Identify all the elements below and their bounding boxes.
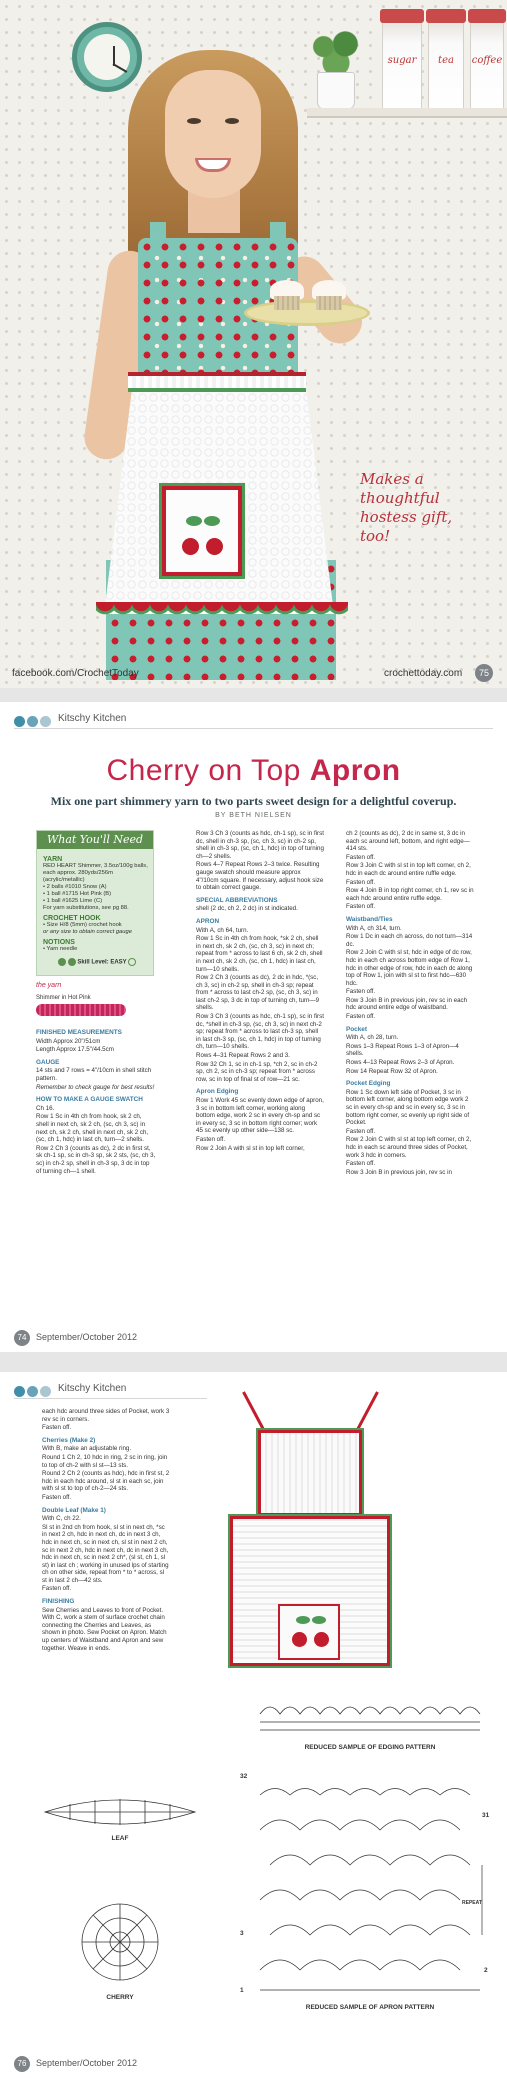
- page-footer: [14, 2056, 137, 2072]
- materials-title: What You'll Need: [37, 831, 153, 849]
- apron-line: With A, ch 64, turn.: [196, 926, 249, 934]
- model-face: [165, 70, 261, 198]
- issue-date: September/October 2012: [36, 2058, 138, 2068]
- title-light: Cherry on Top: [106, 754, 301, 787]
- row-number: 31: [482, 1812, 490, 1819]
- finished-line: Width Approx 20"/51cm: [36, 1037, 101, 1045]
- pocket-line: With A, ch 28, turn.: [346, 1034, 399, 1042]
- swatch-line: Row 2 Ch 3 (counts as dc), 2 dc in first st, sk ch-1 sp, sc in ch-3 sp, sk 2 sts, (sc, ch 3, sc) in ch-2 sp, shell in ch-3 sp, 3 dc in top of turning ch—1 shell.: [36, 1144, 156, 1175]
- row-number: 32: [240, 1773, 248, 1780]
- pocket-heading: Pocket: [346, 1025, 367, 1033]
- leaf-line: With C, ch 22.: [42, 1515, 81, 1523]
- page-title: [0, 754, 507, 788]
- pedge-line: Row 3 Join B in previous join, rev sc in: [346, 1168, 452, 1176]
- section-label: Kitschy Kitchen: [58, 1383, 127, 1394]
- page-number: 75: [475, 664, 493, 682]
- byline: BY BETH NIELSEN: [215, 812, 292, 819]
- repeat-label: REPEAT: [462, 1900, 482, 1906]
- skill-level: Skill Level: EASY: [43, 958, 151, 967]
- edging-heading: Apron Edging: [196, 1088, 239, 1096]
- pocket-edging-heading: Pocket Edging: [346, 1080, 391, 1088]
- waist-line: Row 1 Dc in each ch across, do not turn—314 dc.: [346, 933, 473, 948]
- bib-cherry-pocket: [278, 1604, 340, 1660]
- pattern-line: Rows 4–7 Repeat Rows 2–3 twice. Resulting gauge swatch should measure approx 4"/10cm square. If necessary, adjust hook size to obtain correct gauge.: [196, 861, 324, 892]
- yarn-line: • 1 ball #1625 Lime (C): [43, 898, 103, 904]
- pattern-line: Fasten off.: [42, 1424, 72, 1432]
- finishing-text: Sew Cherries and Leaves to front of Pocket. With C, work a stem of surface crochet chain connecting the Cherries and Leaves, as shown in photo. Sew Pocket on Apron. Match up centers of Waistband and Apron and sew together. Weave in ends.: [42, 1606, 167, 1652]
- swatch-line: Ch 16.: [36, 1104, 55, 1112]
- finishing-heading: FINISHING: [42, 1598, 75, 1606]
- yarn-line: For yarn substitutions, see pg 88.: [43, 905, 129, 911]
- materials-box: [36, 830, 154, 976]
- edging-chart-label: REDUCED SAMPLE OF EDGING PATTERN: [304, 1744, 436, 1751]
- section-label: Kitschy Kitchen: [58, 713, 127, 724]
- yarn-name: Shimmer in Hot Pink: [36, 995, 91, 1001]
- apron-line: Row 2 Ch 3 (counts as dc), 2 dc in hdc, *(sc, ch 3, sc) in ch-2 sp, shell in ch-3 sp; repeat from * across to last ch-2 sp, (sc, ch 3, sc) in last ch-2 sp, 3 dc in top of turning ch, turn—9 shells.: [196, 974, 320, 1012]
- finished-line: Length Approx 17.5"/44.5cm: [36, 1046, 114, 1054]
- edging-line: Fasten off.: [196, 1135, 226, 1143]
- leaf-heading: Double Leaf (Make 1): [42, 1506, 106, 1514]
- pattern-line: Fasten off.: [346, 853, 376, 861]
- yarn-line: • 1 ball #1715 Hot Pink (B): [43, 891, 112, 897]
- hostess-gift-caption: Makes a thoughtful hostess gift, too!: [360, 470, 453, 545]
- cherry-pocket: [162, 486, 242, 576]
- cherry-chart-label: CHERRY: [106, 1994, 134, 2001]
- wall-shelf: [307, 108, 507, 118]
- header-divider: [14, 728, 493, 729]
- facebook-url[interactable]: facebook.com/CrochetToday: [12, 668, 139, 679]
- cupcake: [270, 280, 304, 310]
- cupcake-plate: [244, 300, 370, 326]
- hook-line: or any size to obtain correct gauge: [43, 929, 132, 935]
- cherries-line: Round 2 Ch 2 (counts as hdc), hdc in first st, 2 hdc in each hdc around, sl st in each sc, join with sl st to top of ch-2—24 sts.: [42, 1470, 170, 1493]
- waist-line: With A, ch 314, turn.: [346, 924, 402, 932]
- apron-stitch-chart: [250, 1770, 490, 2000]
- gauge-line: Remember to check gauge for best results!: [36, 1083, 155, 1091]
- leaf-line: Fasten off.: [42, 1585, 72, 1593]
- notions-line: • Yarn needle: [43, 946, 78, 952]
- row-number: 3: [240, 1930, 244, 1937]
- edging-line: Row 1 Work 45 sc evenly down edge of apron, 3 sc in bottom left corner, working along bottom edge, work 2 sc in every ch-sp and sc in every sc, 3 sc in bottom right corner; work 45 sc evenly up other side—138 sc.: [196, 1097, 324, 1135]
- waist-line: Row 2 Join C with sl st, hdc in edge of dc row, hdc in each ch across bottom edge of Row 1, hdc in other edge of row, hdc in each dc along top of Row 1, join with sl st to first hdc—630 hdc.: [346, 949, 473, 987]
- yarn-line: RED HEART Shimmer, 3.5oz/100g balls, each approx. 280yds/256m (acrylic/metallic): [43, 863, 148, 883]
- yarn-swatch: [36, 1004, 126, 1016]
- waist-line: Fasten off.: [346, 1013, 376, 1021]
- edging-chart: [250, 1692, 490, 1742]
- cupcake: [312, 280, 346, 310]
- row-number: 1: [240, 1987, 244, 1994]
- waist-line: Row 3 Join B in previous join, rev sc in each hdc around entire edge of waistband.: [346, 996, 468, 1012]
- apron-photo: [0, 0, 507, 688]
- leaf-chart: [40, 1792, 200, 1832]
- pocket-line: Row 14 Repeat Row 32 of Apron.: [346, 1067, 438, 1075]
- leaf-line: Sl st in 2nd ch from hook, sl st in next ch, *sc in next 2 ch, hdc in next ch, dc in next 3 ch, hdc in next ch, sc in next ch, sl st in next 2 ch, sc in next 2 ch, hdc in next ch, dc in next 3 ch, hdc in next ch, sc in next 2 ch*, (sl st, ch 1, sl st) in last ch ; working in unused lps of starting ch on other side, repeat from * to * across, sl st in last 2 ch—42 sts.: [42, 1523, 169, 1584]
- pattern-line: ch 2 (counts as dc), 2 dc in same st, 3 dc in each sc around left, bottom, and right edge—414 sts.: [346, 830, 470, 853]
- apron-line: Row 3 Ch 3 (counts as hdc, ch-1 sp), sc in first dc, *shell in ch-3 sp, (sc, ch 3, sc) in next ch-2 sp; repeat from * across to last ch-3 sp, shell in last ch-3 sp, (sc, ch 1, hdc) in top of turning ch, turn—10 shells.: [196, 1013, 324, 1051]
- bib-apron-illustration: [230, 1392, 390, 1682]
- cherries-heading: Cherries (Make 2): [42, 1436, 96, 1444]
- pattern-line: Fasten off.: [346, 878, 376, 886]
- leaf-chart-label: LEAF: [111, 1835, 129, 1842]
- pattern-line: each hdc around three sides of Pocket, work 3 rev sc in corners.: [42, 1408, 170, 1423]
- wall-clock: [72, 22, 142, 92]
- column-1: [36, 1024, 156, 1176]
- notions-heading: NOTIONS: [43, 939, 75, 946]
- canister-tea: tea: [428, 14, 464, 110]
- page-number: 74: [14, 1330, 30, 1346]
- gauge-heading: GAUGE: [36, 1058, 60, 1066]
- cherries-line: Fasten off.: [42, 1493, 72, 1501]
- gauge-line: 14 sts and 7 rows = 4"/10cm in shell stitch pattern.: [36, 1067, 152, 1082]
- section-dots: [14, 1384, 53, 1402]
- apron-waistband: [128, 372, 306, 392]
- hook-line: • Size H/8 (5mm) crochet hook: [43, 922, 122, 928]
- title-bold: Apron: [309, 754, 401, 787]
- canister-sugar: sugar: [382, 14, 422, 110]
- waist-line: Fasten off.: [346, 988, 376, 996]
- hook-heading: CROCHET HOOK: [43, 915, 101, 922]
- column-3: [346, 830, 474, 1177]
- cherries-line: Round 1 Ch 2, 10 hdc in ring, 2 sc in ring, join to top of ch-2 with sl st—13 sts.: [42, 1453, 168, 1469]
- apron-line: Row 32 Ch 1, sc in ch-1 sp, *ch 2, sc in ch-2 sp, ch 2, sc in ch-3 sp; repeat from * across row, sc in top of final st of row—21 sc.: [196, 1060, 318, 1083]
- edging-line: Row 2 Join A with sl st in top left corner,: [196, 1144, 305, 1152]
- pattern-page-76: [0, 1372, 507, 2078]
- page-gutter: [0, 1352, 507, 1372]
- column-2: [196, 830, 324, 1153]
- page-footer: [14, 1330, 137, 1346]
- row-number: 2: [484, 1967, 488, 1974]
- apron-heading: APRON: [196, 917, 220, 925]
- pedge-line: Fasten off.: [346, 1127, 376, 1135]
- yarn-line: • 2 balls #1010 Snow (A): [43, 884, 107, 890]
- header-divider: [14, 1398, 207, 1399]
- pedge-line: Row 2 Join C with sl st at top left corner, ch 2, hdc in each sc around three sides of Pocket, work 3 hdc in corners.: [346, 1136, 472, 1159]
- pocket-line: Rows 4–13 Repeat Rows 2–3 of Apron.: [346, 1059, 455, 1067]
- cherries-line: With B, make an adjustable ring.: [42, 1445, 132, 1453]
- section-dots: [14, 714, 53, 732]
- apron-ruffle-edge: [96, 602, 348, 624]
- pedge-line: Fasten off.: [346, 1160, 376, 1168]
- waistband-heading: Waistband/Ties: [346, 915, 393, 923]
- column-1: [42, 1408, 170, 1653]
- cherry-chart: [70, 1892, 170, 1992]
- apron-line: Rows 4–31 Repeat Rows 2 and 3.: [196, 1052, 290, 1060]
- potted-plant: [305, 25, 367, 110]
- website-url[interactable]: crochettoday.com: [384, 668, 463, 679]
- pattern-line: Fasten off.: [346, 903, 376, 911]
- yarn-tag: the yarn: [36, 982, 62, 989]
- pocket-line: Rows 1–3 Repeat Rows 1–3 of Apron—4 shells.: [346, 1042, 459, 1058]
- page-number: 76: [14, 2056, 30, 2072]
- abbr-line: shell (2 dc, ch 2, 2 dc) in st indicated.: [196, 905, 298, 913]
- apron-line: Row 1 Sc in 4th ch from hook, *sk 2 ch, shell in next ch, sk 2 ch, (sc, ch 3, sc) in next ch; repeat from * across to last 6 ch, sk 2 ch, shell in next ch, sk 2 ch, (sc, ch 1, hdc) in last ch, turn—10 shells.: [196, 935, 323, 973]
- pattern-line: Row 3 Join C with sl st in top left corner, ch 2, hdc in each dc around entire ruffle edge.: [346, 862, 471, 877]
- apron-chart-label: REDUCED SAMPLE OF APRON PATTERN: [305, 2004, 435, 2011]
- issue-date: September/October 2012: [36, 1332, 138, 1342]
- pattern-page-74: [0, 702, 507, 1352]
- canister-coffee: coffee: [470, 14, 504, 110]
- pattern-line: Row 4 Join B in top right corner, ch 1, rev sc in each hdc around entire ruffle edge.: [346, 887, 474, 902]
- swatch-heading: HOW TO MAKE A GAUGE SWATCH: [36, 1096, 143, 1104]
- pattern-line: Row 3 Ch 3 (counts as hdc, ch-1 sp), sc in first dc, shell in ch-3 sp, (sc, ch 3, sc) in ch-2 sp, shell in ch-3 sp, (sc, ch 1, hdc) in top of turning ch—2 shells.: [196, 830, 324, 860]
- swatch-line: Row 1 Sc in 4th ch from hook, sk 2 ch, shell in next ch, sk 2 ch, (sc, ch 3, sc) in next ch, sk 2 ch, shell in next ch, sk 2 ch, (sc, ch 1, hdc) in last ch, turn—2 shells.: [36, 1113, 149, 1144]
- page-subtitle: Mix one part shimmery yarn to two parts sweet design for a delightful coverup.: [50, 794, 457, 808]
- finished-heading: FINISHED MEASUREMENTS: [36, 1029, 122, 1036]
- pedge-line: Row 1 Sc down left side of Pocket, 3 sc in bottom left corner, along bottom edge work 2 sc in every ch-sp and sc in every sc, 3 sc in bottom right corner, sc evenly up right side of Pocket.: [346, 1088, 470, 1127]
- yarn-heading: YARN: [43, 856, 63, 863]
- abbr-heading: SPECIAL ABBREVIATIONS: [196, 896, 278, 904]
